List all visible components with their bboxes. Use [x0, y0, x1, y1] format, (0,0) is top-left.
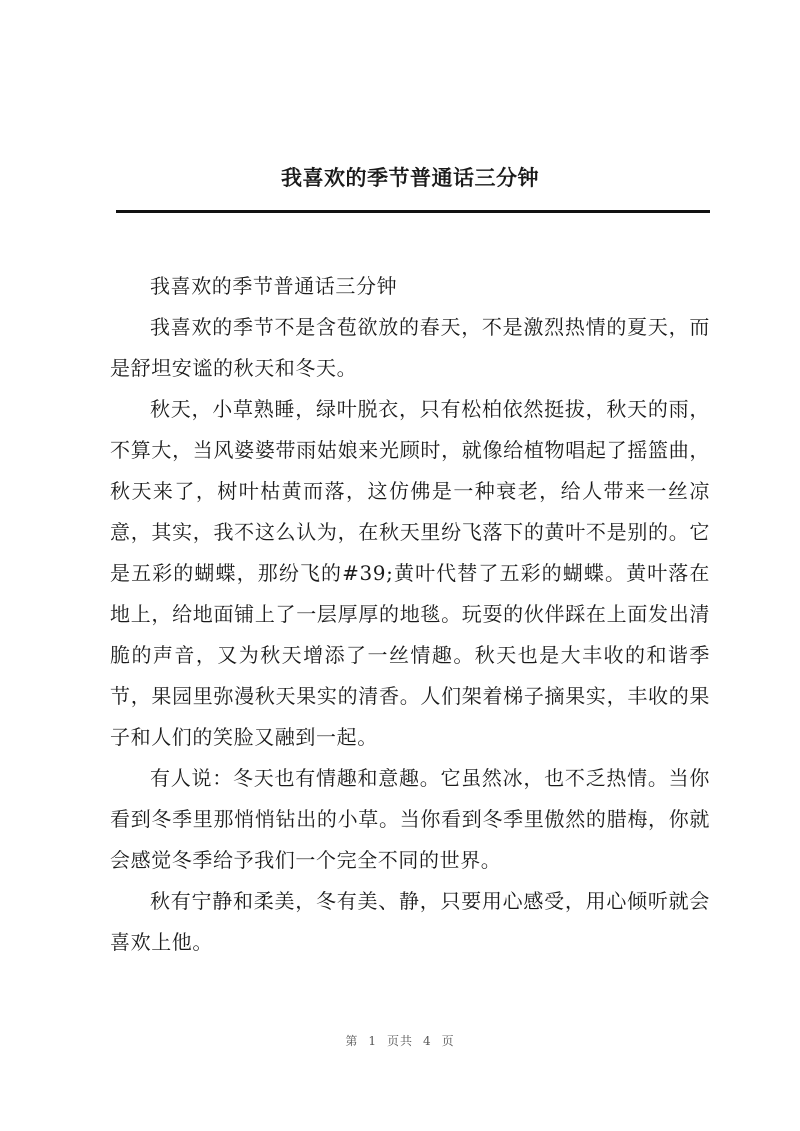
- page-label-suffix: 页: [441, 1034, 455, 1048]
- paragraph-autumn: 秋天，小草熟睡，绿叶脱衣，只有松柏依然挺拔，秋天的雨，不算大，当风婆婆带雨姑娘来光顾时，就像给植物唱起了摇篮曲，秋天来了，树叶枯黄而落，这仿佛是一种衰老，给人带来一丝凉意，其实，我不这么认为，在秋天里纷飞落下的黄叶不是别的。它是五彩的蝴蝶，那纷飞的#39;黄叶代替了五彩的蝴蝶。黄叶落在地上，给地面铺上了一层厚厚的地毯。玩耍的伙伴踩在上面发出清脆的声音，又为秋天增添了一丝情趣。秋天也是大丰收的和谐季节，果园里弥漫秋天果实的清香。人们架着梯子摘果实，丰收的果子和人们的笑脸又融到一起。: [110, 397, 710, 749]
- current-page-number: 1: [368, 1034, 377, 1048]
- document-title: 我喜欢的季节普通话三分钟: [281, 165, 539, 190]
- paragraph-winter: 有人说：冬天也有情趣和意趣。它虽然冰，也不乏热情。当你看到冬季里那悄悄钻出的小草。当你看到冬季里傲然的腊梅，你就会感觉冬季给予我们一个完全不同的世界。: [110, 766, 710, 872]
- document-body: [110, 266, 710, 963]
- page-label-prefix: 第: [345, 1034, 359, 1048]
- page-number-footer: [0, 1032, 800, 1049]
- paragraph-intro: 我喜欢的季节不是含苞欲放的春天，不是激烈热情的夏天，而是舒坦安谧的秋天和冬天。: [110, 315, 710, 380]
- paragraph-conclusion: 秋有宁静和柔美，冬有美、静，只要用心感受，用心倾听就会喜欢上他。: [110, 889, 710, 954]
- title-divider: [116, 210, 710, 213]
- paragraph-heading: 我喜欢的季节普通话三分钟: [150, 274, 398, 298]
- page-label-middle: 页共: [386, 1034, 413, 1048]
- total-pages-number: 4: [423, 1034, 432, 1048]
